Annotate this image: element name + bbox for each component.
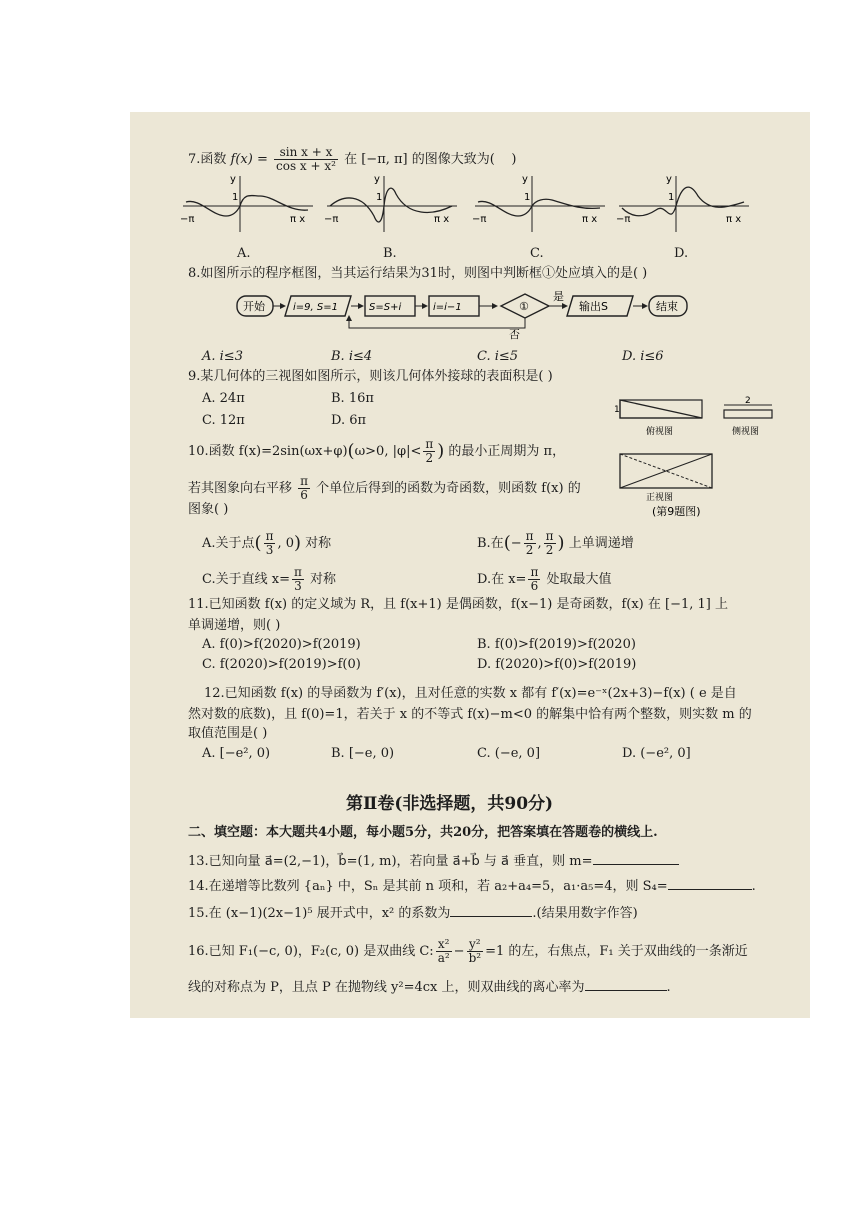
flow-yes-label: 是 xyxy=(553,290,564,303)
q12-option-c[interactable]: C. (−e, 0] xyxy=(477,746,541,761)
q10-opt-c-text: C.关于直线 x= xyxy=(202,572,290,587)
pi-label: π x xyxy=(582,214,598,225)
q12-option-d[interactable]: D. (−e², 0] xyxy=(622,746,691,761)
q7-fraction xyxy=(274,146,338,173)
q10-cond: ω>0, |φ|< xyxy=(354,444,422,459)
q7-graph-a xyxy=(178,172,318,234)
frac-num: π xyxy=(525,529,534,543)
y-label: y xyxy=(522,174,528,185)
q7-graph-b xyxy=(322,172,462,234)
q10-opt-d-frac xyxy=(528,566,540,593)
q10-opt-b-inc: 上单调递增 xyxy=(564,536,634,551)
flow-output-label: 输出S xyxy=(579,300,608,313)
q9-option-c[interactable]: C. 12π xyxy=(202,413,245,428)
question-8-stem: 8.如图所示的程序框图，当其运行结果为31时，则图中判断框①处应填入的是( ) xyxy=(188,266,648,281)
q7-numerator: sin x + x xyxy=(274,146,338,160)
y-label: y xyxy=(374,174,380,185)
q10-paren-close: ) xyxy=(437,440,445,462)
flow-loop-arrow xyxy=(349,316,525,328)
q16-frac-y xyxy=(467,938,484,965)
q10-shift-den: 6 xyxy=(300,488,308,502)
q7-option-c[interactable]: C. xyxy=(530,246,544,261)
q9-three-view-figure xyxy=(612,384,790,520)
paren-close: ) xyxy=(557,532,565,554)
q10-opt-a-sym: 对称 xyxy=(301,536,332,551)
question-12-line3: 取值范围是( ) xyxy=(188,726,268,741)
section-2-instruction: 二、填空题：本大题共4小题，每小题5分，共20分，把答案填在答题卷的横线上. xyxy=(188,825,658,840)
q7-func: f(x) xyxy=(230,152,253,167)
frac-den: b² xyxy=(468,951,482,965)
q12-option-b[interactable]: B. [−e, 0) xyxy=(331,746,395,761)
q10-opt-c-sym: 对称 xyxy=(305,572,337,587)
question-12-line1: 12.已知函数 f(x) 的导函数为 f′(x)，且对任意的实数 x 都有 f′(x)=e⁻ˣ(2x+3)−f(x) ( e 是自 xyxy=(204,686,737,701)
q9-option-b[interactable]: B. 16π xyxy=(331,391,374,406)
frac-num: π xyxy=(265,529,274,543)
question-12-line2: 然对数的底数)，且 f(0)=1，若关于 x 的不等式 f(x)−m<0 的解集中恰有两个整数，则实数 m 的 xyxy=(188,707,752,722)
neg-pi-label: −π xyxy=(472,214,487,225)
q7-option-b[interactable]: B. xyxy=(383,246,397,261)
top-view-diagonal xyxy=(620,454,712,488)
q10-opt-d-max: 处取最大值 xyxy=(542,572,612,587)
q7-denominator: cos x + x² xyxy=(276,159,336,173)
dim-1-label: 1 xyxy=(614,405,620,415)
question-10-line1 xyxy=(188,438,565,465)
question-14: 14.在递增等比数列 {aₙ} 中，Sₙ 是其前 n 项和，若 a₂+a₄=5，a₁·a₅=4，则 S₄= . xyxy=(188,879,756,894)
q10-opt-a-frac xyxy=(264,530,276,557)
q9-option-a[interactable]: A. 24π xyxy=(202,391,245,406)
tick-1: 1 xyxy=(376,192,383,203)
pi-label: π x xyxy=(290,214,306,225)
paren-close: ) xyxy=(294,532,302,554)
pi-label: π x xyxy=(434,214,450,225)
q10-opt-b-text: B.在 xyxy=(477,536,504,551)
frac-den: 6 xyxy=(530,579,539,593)
question-13 xyxy=(188,852,679,870)
frac-den: 3 xyxy=(265,543,274,557)
q8-option-c[interactable]: C. i≤5 xyxy=(477,349,519,364)
q10-frac-num: π xyxy=(425,437,434,451)
q14-text: 14.在递增等比数列 {aₙ} 中，Sₙ 是其前 n 项和，若 a₂+a₄=5，a₁·a₅=4，则 S₄= xyxy=(188,879,668,894)
tick-1: 1 xyxy=(668,192,675,203)
q10-opt-a-zero: , 0 xyxy=(277,536,294,551)
question-15 xyxy=(188,904,638,922)
side-view-box xyxy=(724,410,772,418)
y-label: y xyxy=(666,174,672,185)
q7-eq: = xyxy=(252,152,273,167)
top-view-label: 正视图 xyxy=(646,493,674,503)
tick-1: 1 xyxy=(232,192,239,203)
frac-num: y² xyxy=(467,938,484,952)
front-view-label: 俯视图 xyxy=(646,427,674,437)
q11-option-b[interactable]: B. f(0)>f(2019)>f(2020) xyxy=(477,637,636,652)
question-7-stem xyxy=(188,146,516,173)
q8-option-b[interactable]: B. i≤4 xyxy=(331,349,373,364)
question-11-line2: 单调递增，则( ) xyxy=(188,618,281,633)
pi-label: π x xyxy=(726,214,742,225)
paren-open: ( xyxy=(254,532,262,554)
q11-option-d[interactable]: D. f(2020)>f(0)>f(2019) xyxy=(477,657,637,672)
dim-2-label: 2 xyxy=(745,396,751,406)
q10-option-a[interactable] xyxy=(202,530,331,557)
flow-dec-label: i=i−1 xyxy=(433,302,462,313)
q16-text-b: =1 的左，右焦点，F₁ 关于双曲线的一条渐近 xyxy=(485,944,748,959)
question-10-line2 xyxy=(188,475,581,502)
q8-option-d[interactable]: D. i≤6 xyxy=(622,349,664,364)
q10-func: 10.函数 f(x)=2sin(ωx+φ) xyxy=(188,444,348,459)
question-10-line3: 图象( ) xyxy=(188,502,229,517)
q10-odd: 个单位后得到的函数为奇函数，则函数 f(x) 的 xyxy=(312,481,581,496)
front-view-triangle xyxy=(620,400,702,418)
q16-minus: − xyxy=(453,944,465,959)
flow-sum-label: S=S+i xyxy=(369,302,402,313)
flow-end-label: 结束 xyxy=(656,300,678,313)
side-view-label: 侧视图 xyxy=(732,427,760,437)
neg-pi-label: −π xyxy=(324,214,339,225)
question-9-stem: 9.某几何体的三视图如图所示，则该几何体外接球的表面积是( ) xyxy=(188,369,553,384)
q10-paren-open: ( xyxy=(347,440,355,462)
q8-flowchart xyxy=(235,288,695,340)
q7-prefix: 7.函数 xyxy=(188,152,231,167)
q10-opt-b-frac1 xyxy=(524,530,536,557)
q15-text: 15.在 (x−1)(2x−1)⁵ 展开式中，x² 的系数为 xyxy=(188,906,451,921)
neg-pi-label: −π xyxy=(616,214,631,225)
q10-shift: 若其图象向右平移 xyxy=(188,481,297,496)
frac-den: 2 xyxy=(545,543,554,557)
question-16-line1 xyxy=(188,938,748,965)
q15-note: .(结果用数字作答) xyxy=(532,906,638,921)
q7-paren-close: ) xyxy=(511,152,517,167)
q12-option-a[interactable]: A. [−e², 0) xyxy=(202,746,271,761)
q7-domain: 在 [−π, π] 的图像大致为( xyxy=(339,152,495,167)
q7-option-d[interactable]: D. xyxy=(674,246,689,261)
q14-answer-blank[interactable] xyxy=(668,877,752,890)
q16-frac-x xyxy=(436,938,452,965)
frac-den: 3 xyxy=(294,579,302,593)
q7-option-a[interactable]: A. xyxy=(237,246,251,261)
q15-answer-blank[interactable] xyxy=(450,904,532,917)
curve xyxy=(622,187,744,216)
q10-option-b[interactable]: B.在(− $\frac{\pi}{2}$ , $\frac{\pi}{2}$ ) 上单调递增 xyxy=(477,529,634,557)
q10-opt-b-minus: − xyxy=(510,536,522,551)
q10-shift-num: π xyxy=(300,474,309,488)
neg-pi-label: −π xyxy=(180,214,195,225)
q10-opt-c-frac xyxy=(292,566,304,593)
tick-1: 1 xyxy=(524,192,531,203)
flow-init-label: i=9, S=1 xyxy=(293,302,338,313)
q13-text: 13.已知向量 a⃗=(2,−1)，b⃗=(1, m)，若向量 a⃗+b⃗ 与 a⃗ 垂直，则 m= xyxy=(188,854,593,869)
q10-frac xyxy=(423,438,435,465)
q16-text-a: 16.已知 F₁(−c, 0)，F₂(c, 0) 是双曲线 C: xyxy=(188,944,434,959)
q10-frac-den: 2 xyxy=(425,451,434,465)
q16-text-line2: 线的对称点为 P，且点 P 在抛物线 y²=4cx 上，则双曲线的离心率为 xyxy=(188,980,585,995)
q10-period: 的最小正周期为 π， xyxy=(444,444,566,459)
q10-shift-frac xyxy=(298,475,310,502)
q10-option-c[interactable] xyxy=(202,566,336,593)
question-11-line1: 11.已知函数 f(x) 的定义域为 R，且 f(x+1) 是偶函数，f(x−1) 是奇函数，f(x) 在 [−1, 1] 上 xyxy=(188,597,728,612)
q13-answer-blank[interactable] xyxy=(593,852,679,865)
q11-option-c[interactable]: C. f(2020)>f(2019)>f(0) xyxy=(202,657,361,672)
q10-option-d[interactable] xyxy=(477,566,611,593)
q7-graph-d xyxy=(614,172,754,234)
frac-num: π xyxy=(530,565,539,579)
frac-den: a² xyxy=(437,951,450,965)
q10-opt-a-text: A.关于点 xyxy=(202,536,255,551)
y-label: y xyxy=(230,174,236,185)
flow-start-label: 开始 xyxy=(243,300,265,313)
q16-answer-blank[interactable] xyxy=(585,978,667,991)
question-16-line2: 线的对称点为 P，且点 P 在抛物线 y²=4cx 上，则双曲线的离心率为 . xyxy=(188,980,671,995)
frac-num: π xyxy=(545,529,554,543)
q8-option-a[interactable]: A. i≤3 xyxy=(202,349,243,364)
paren-open: ( xyxy=(503,532,511,554)
frac-num: π xyxy=(293,565,302,579)
q10-opt-d-text: D.在 x= xyxy=(477,572,527,587)
q9-option-d[interactable]: D. 6π xyxy=(331,413,367,428)
section-2-title: 第Ⅱ卷(非选择题，共90分) xyxy=(346,794,554,814)
frac-den: 2 xyxy=(525,543,534,557)
q11-option-a[interactable]: A. f(0)>f(2020)>f(2019) xyxy=(202,637,361,652)
q9-caption: (第9题图) xyxy=(652,505,701,518)
flow-no-label: 否 xyxy=(509,328,520,340)
q10-opt-b-frac2 xyxy=(544,530,556,557)
frac-num: x² xyxy=(436,938,452,952)
q7-graph-c xyxy=(470,172,610,234)
flow-cond-label: ① xyxy=(519,300,529,313)
